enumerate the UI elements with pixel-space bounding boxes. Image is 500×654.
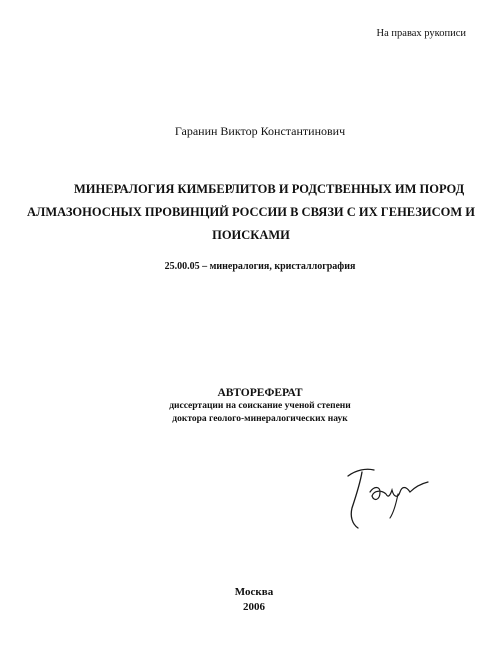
specialty-code: 25.00.05 – минералогия, кристаллография	[164, 261, 356, 272]
city-name: Москва	[234, 586, 274, 598]
abstract-heading: АВТОРЕФЕРАТ	[217, 387, 303, 399]
abstract-block	[0, 386, 500, 426]
publication-place	[0, 585, 500, 615]
rights-notice: На правах рукописи	[376, 28, 466, 39]
handwritten-signature	[340, 462, 432, 532]
title-line: ПОИСКАМИ	[212, 228, 290, 242]
publication-year: 2006	[243, 601, 265, 613]
author-name: Гаранин Виктор Константинович	[174, 124, 346, 138]
title-line: АЛМАЗОНОСНЫХ ПРОВИНЦИЙ РОССИИ В СВЯЗИ С ИХ ГЕНЕЗИСОМ И	[26, 205, 476, 219]
abstract-line: диссертации на соискание ученой степени	[169, 401, 351, 411]
title-line: МИНЕРАЛОГИЯ КИМБЕРЛИТОВ И РОДСТВЕННЫХ ИМ ПОРОД	[74, 182, 465, 196]
document-title	[18, 178, 484, 247]
abstract-line: доктора геолого-минералогических наук	[172, 414, 348, 424]
